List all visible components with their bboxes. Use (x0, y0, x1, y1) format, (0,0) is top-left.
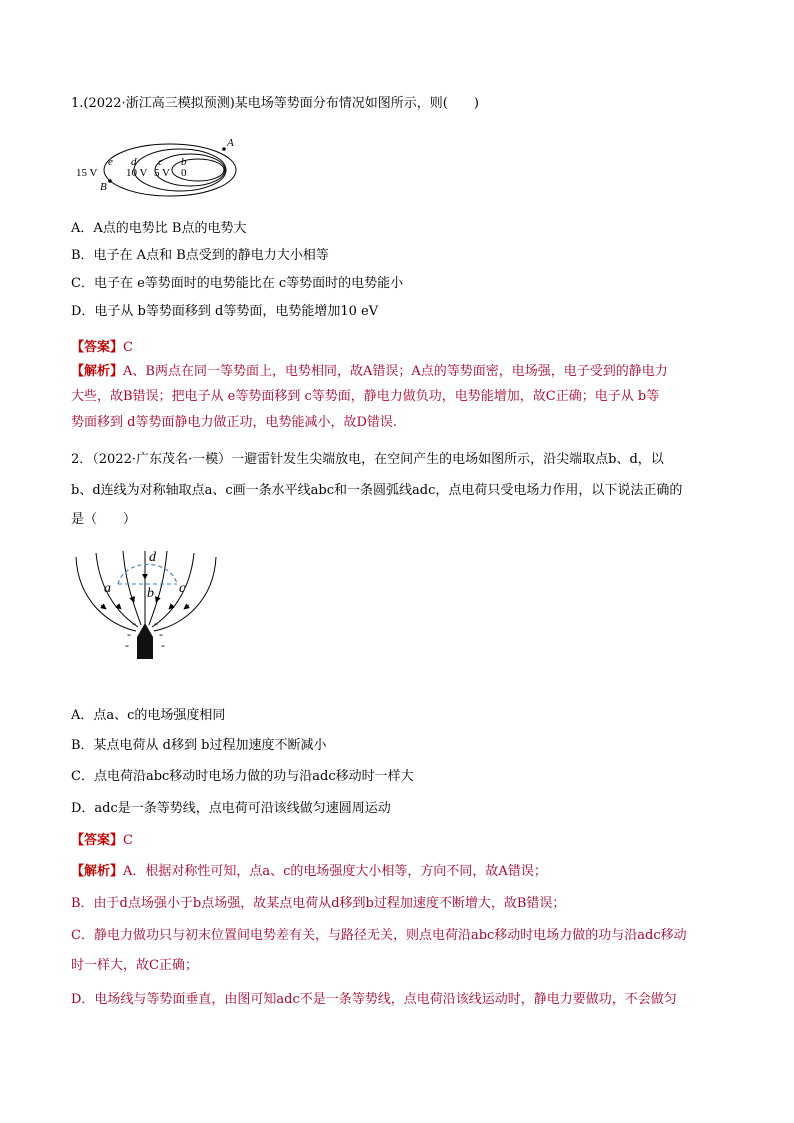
q2-stem-line-2: b、d连线为对称轴取点a、c画一条水平线abc和一条圆弧线adc，点电荷只受电场力作用，以下说法正确的 (71, 483, 683, 498)
q1-option-c: C．电子在 e等势面时的电势能比在 c等势面时的电势能小 (71, 276, 404, 291)
q2-minus-6: - (161, 638, 165, 652)
q1-analysis-line-3: 势面移到 d等势面静电力做正功，电势能减小，故D错误. (71, 415, 398, 430)
q1-label-A: A (227, 137, 234, 149)
q1-answer-tag: 【答案】 (71, 340, 124, 355)
q2-arrow-left-outer (101, 605, 106, 609)
q1-equipotential-e (104, 144, 236, 196)
q2-answer-value: C (123, 833, 133, 848)
q1-equipotential-b (172, 159, 224, 181)
q2-analysis-line-5: D．电场线与等势面垂直，由图可知adc不是一条等势线，点电荷沿该线运动时，静电力要做功，不会做匀 (71, 992, 677, 1007)
q2-field-line-left-inner (123, 551, 141, 625)
q2-stem-line-1: 2．（2022·广东茂名·一模）一避雷针发生尖端放电，在空间产生的电场如图所示，沿尖端取点b、d，以 (71, 452, 664, 467)
q2-analysis-line-1 (71, 862, 547, 882)
q2-option-c: C．点电荷沿abc移动时电场力做的功与沿adc移动时一样大 (71, 769, 414, 784)
q2-option-a: A．点a、c的电场强度相同 (71, 708, 226, 723)
q1-answer (71, 338, 133, 358)
q1-point-A (222, 147, 226, 151)
q1-label-e: e (108, 156, 113, 168)
q2-option-d: D．adc是一条等势线，点电荷可沿该线做匀速圆周运动 (71, 801, 391, 816)
q1-analysis-text-1: A、B两点在同一等势面上，电势相同，故A错误；A点的等势面密，电场强，电子受到的静电力 (123, 364, 668, 379)
q1-option-b: B．电子在 A点和 B点受到的静电力大小相等 (71, 248, 329, 263)
q2-answer (71, 831, 133, 851)
q1-label-10v: 10 V (126, 167, 148, 179)
q2-analysis-line-3: C．静电力做功只与初末位置间电势差有关，与路径无关，则点电荷沿abc移动时电场力做的功与沿adc移动 (71, 928, 687, 943)
q1-stem: 1.(2022·浙江高三模拟预测)某电场等势面分布情况如图所示，则( ) (71, 96, 479, 111)
q2-arc-line-adc (118, 564, 177, 584)
q1-label-B: B (100, 181, 107, 193)
q2-label-d: d (149, 550, 156, 565)
q2-analysis-text-1: A．根据对称性可知，点a、c的电场强度大小相等，方向不同，故A错误； (123, 864, 547, 879)
q1-option-a: A．A点的电势比 B点的电势大 (71, 221, 247, 236)
q2-analysis-line-4: 时一样大，故C正确； (71, 958, 198, 973)
q1-label-c: c (158, 156, 163, 168)
q2-minus-2: - (154, 616, 158, 630)
q1-label-5v: 5 V (154, 167, 170, 179)
q1-label-0: 0 (181, 167, 187, 179)
q2-analysis-tag: 【解析】 (71, 864, 124, 879)
q2-lightning-rod-figure (68, 545, 228, 667)
q2-answer-tag: 【答案】 (71, 833, 124, 848)
q2-minus-3: - (127, 627, 131, 641)
q2-label-c: c (179, 581, 186, 596)
q2-label-a: a (104, 581, 111, 596)
q1-label-d: d (131, 156, 137, 168)
q2-arrow-right-outer (184, 605, 189, 609)
q1-equipotential-figure (70, 130, 250, 200)
q1-answer-value: C (123, 340, 133, 355)
q1-label-b: b (181, 156, 187, 168)
q2-label-b: b (147, 586, 154, 601)
q2-option-b: B．某点电荷从 d移到 b过程加速度不断减小 (71, 738, 327, 753)
q1-point-B (108, 179, 112, 183)
q2-minus-4: - (159, 627, 163, 641)
q1-equipotential-d (134, 149, 226, 191)
q1-analysis-line-2: 大些，故B错误；把电子从 e等势面移到 c等势面，静电力做负功，电势能增加，故C正确；电子从 b等 (71, 389, 660, 404)
q1-label-15v: 15 V (76, 167, 98, 179)
q1-option-d: D．电子从 b等势面移到 d等势面，电势能增加10 eV (71, 304, 379, 319)
q2-minus-1: - (132, 616, 136, 630)
q2-lightning-rod (137, 623, 153, 659)
q1-analysis-tag: 【解析】 (71, 364, 124, 379)
q2-stem-line-3: 是（ ） (71, 512, 137, 527)
q1-analysis-line-1 (71, 362, 668, 382)
q2-minus-5: - (125, 638, 129, 652)
q2-field-line-right-mid (152, 553, 194, 627)
q2-analysis-line-2: B．由于d点场强小于b点场强，故某点电荷从d移到b过程加速度不断增大，故B错误； (71, 896, 566, 911)
